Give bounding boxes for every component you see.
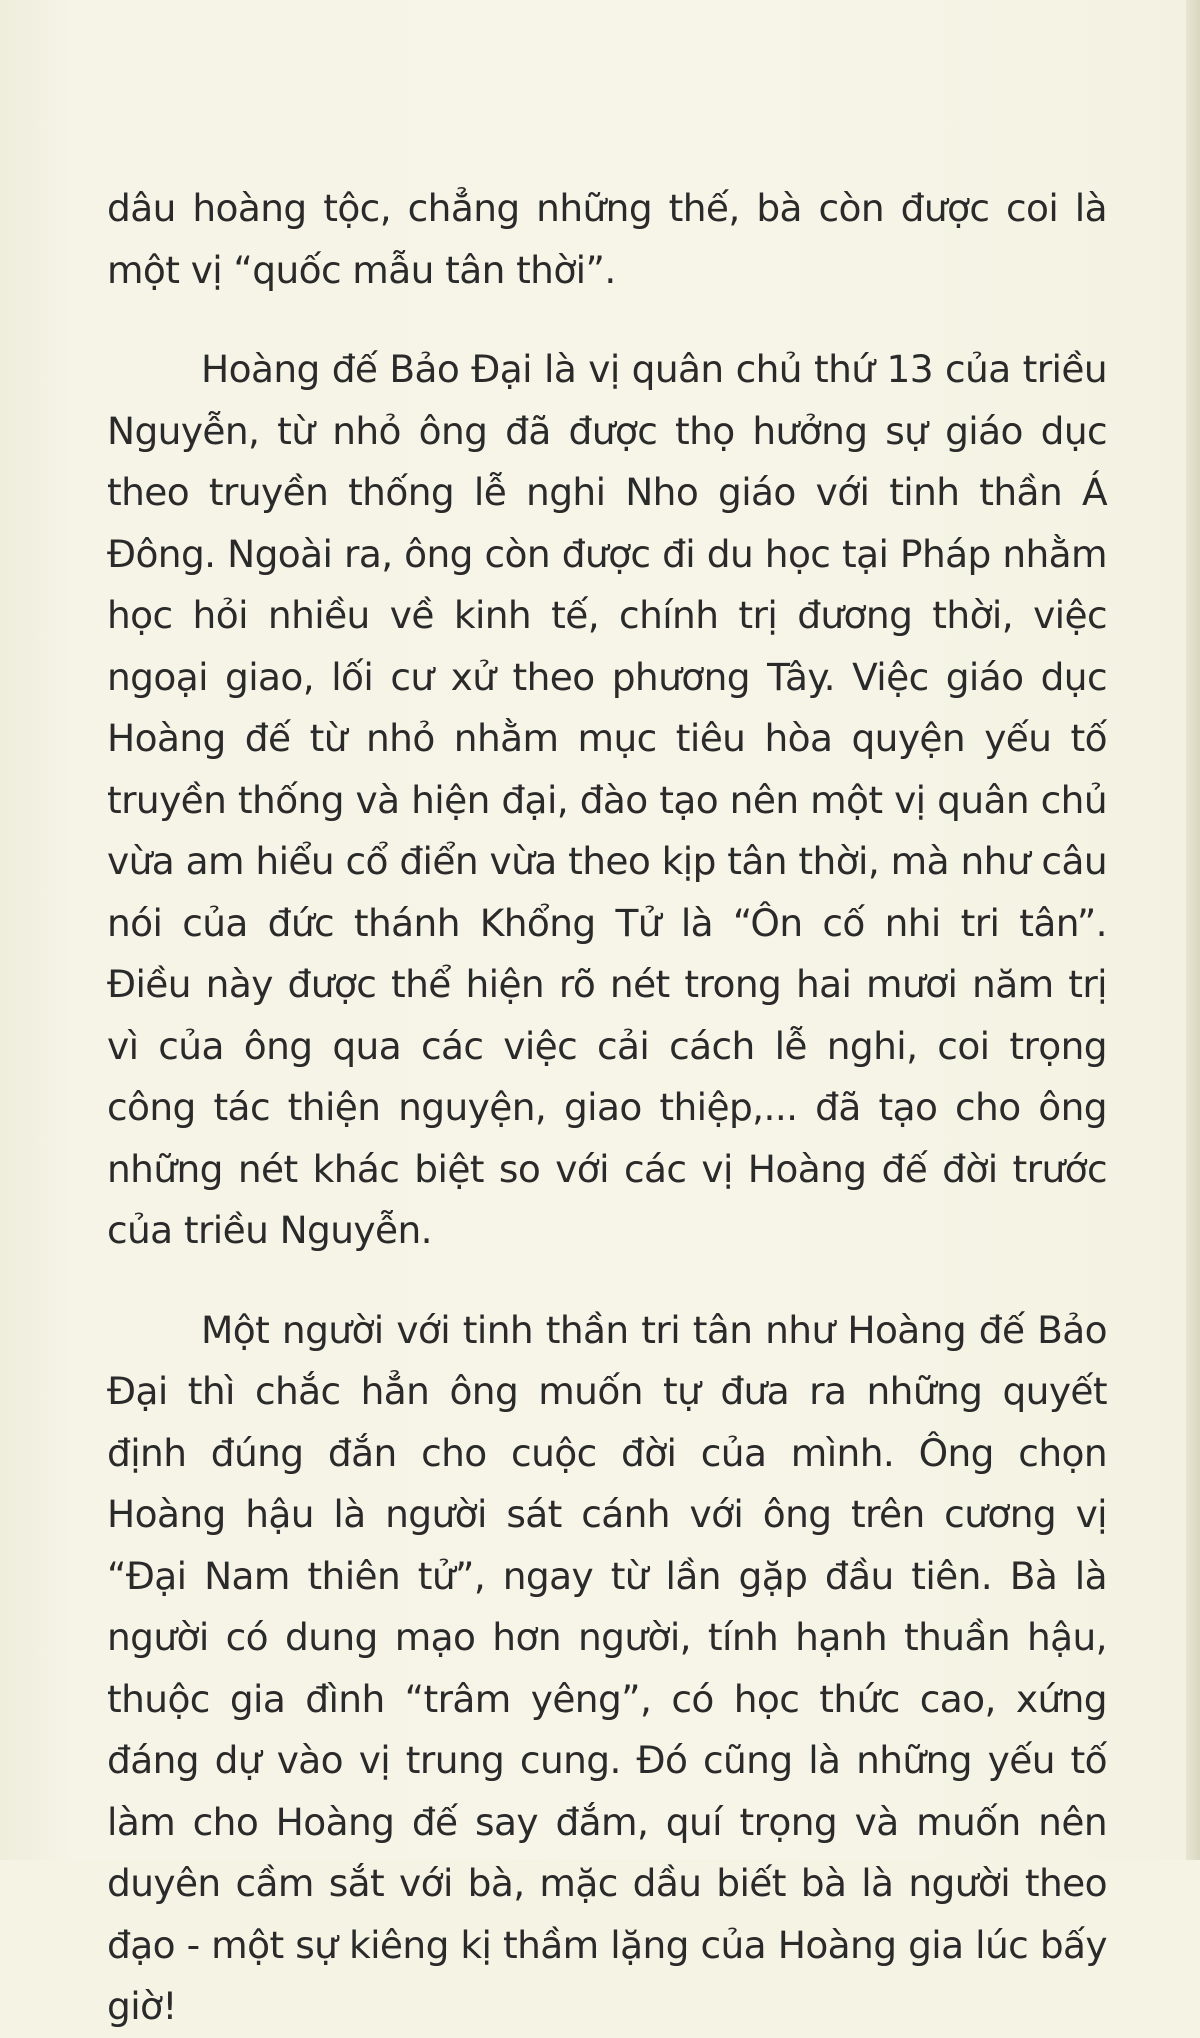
paragraph-choosing-empress: Một người với tinh thần tri tân như Hoàng đế Bảo Đại thì chắc hẳn ông muốn tự đưa ra những quyết định đúng đắn cho cuộc đời của mình. Ông chọn Hoàng hậu là người sát cánh với ông trên cương vị “Đại Nam thiên tử”, ngay từ lần gặp đầu tiên. Bà là người có dung mạo hơn người, tính hạnh thuần hậu, thuộc gia đình “trâm yêng”, có học thức cao, xứng đáng dự vào vị trung cung. Đó cũng là những yếu tố làm cho Hoàng đế say đắm, quí trọng và muốn nên duyên cầm sắt với bà, mặc dầu biết bà là người theo đạo - một sự kiêng kị thầm lặng của Hoàng gia lúc bấy giờ! <box>107 1307 1107 2028</box>
body-text <box>107 178 1107 2038</box>
page-edge <box>1186 0 1200 1860</box>
paragraph-emperor-education: Hoàng đế Bảo Đại là vị quân chủ thứ 13 của triều Nguyễn, từ nhỏ ông đã được thọ hưởng sự giáo dục theo truyền thống lễ nghi Nho giáo với tinh thần Á Đông. Ngoài ra, ông còn được đi du học tại Pháp nhằm học hỏi nhiều về kinh tế, chính trị đương thời, việc ngoại giao, lối cư xử theo phương Tây. Việc giáo dục Hoàng đế từ nhỏ nhằm mục tiêu hòa quyện yếu tố truyền thống và hiện đại, đào tạo nên một vị quân chủ vừa am hiểu cổ điển vừa theo kịp tân thời, mà như câu nói của đức thánh Khổng Tử là “Ôn cố nhi tri tân”. Điều này được thể hiện rõ nét trong hai mươi năm trị vì của ông qua các việc cải cách lễ nghi, coi trọng công tác thiện nguyện, giao thiệp,... đã tạo cho ông những nét khác biệt so với các vị Hoàng đế đời trước của triều Nguyễn. <box>107 347 1107 1252</box>
paragraph-continuation: dâu hoàng tộc, chẳng những thế, bà còn được coi là một vị “quốc mẫu tân thời”. <box>107 186 1107 292</box>
